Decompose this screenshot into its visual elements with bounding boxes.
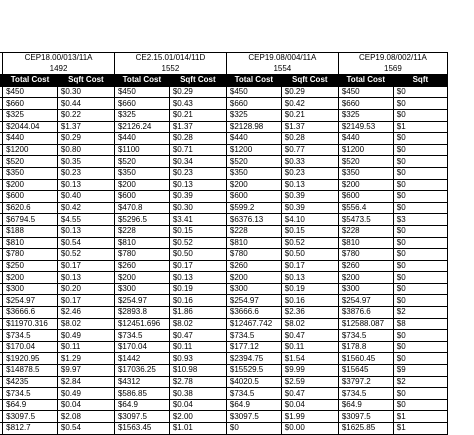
sqft-cost-cell[interactable]: $9 bbox=[393, 365, 447, 377]
sqft-cost-cell[interactable]: $0 bbox=[393, 167, 447, 179]
sqft-cost-cell[interactable]: $0.15 bbox=[281, 225, 338, 237]
total-cost-cell[interactable]: $325 bbox=[338, 109, 393, 121]
sqft-cost-cell[interactable]: $1.29 bbox=[57, 353, 114, 365]
table-row bbox=[0, 423, 448, 435]
total-cost-cell[interactable]: $254.97 bbox=[3, 295, 58, 307]
sqft-cost-cell[interactable]: $0 bbox=[393, 295, 447, 307]
total-cost-cell[interactable]: $2128.98 bbox=[226, 121, 281, 133]
sqft-cost-cell[interactable]: $0.13 bbox=[57, 272, 114, 284]
total-cost-cell[interactable]: $440 bbox=[338, 133, 393, 145]
table-row bbox=[0, 86, 448, 98]
total-cost-cell[interactable]: $5473.5 bbox=[338, 214, 393, 226]
total-cost-cell[interactable]: $200 bbox=[3, 272, 58, 284]
total-cost-cell[interactable]: $586.85 bbox=[114, 388, 169, 400]
sqft-cost-cell[interactable]: $0.40 bbox=[57, 191, 114, 203]
total-cost-cell[interactable]: $228 bbox=[114, 225, 169, 237]
table-row bbox=[0, 341, 448, 353]
total-cost-cell[interactable]: $3666.6 bbox=[3, 307, 58, 319]
cost-comparison-table bbox=[0, 52, 448, 435]
column-header-total-cost[interactable]: Total Cost bbox=[338, 75, 393, 87]
total-cost-cell[interactable]: $1200 bbox=[338, 144, 393, 156]
sqft-cost-cell[interactable]: $0.28 bbox=[281, 133, 338, 145]
total-cost-cell[interactable]: $177.12 bbox=[226, 341, 281, 353]
sqft-cost-cell[interactable]: $0.33 bbox=[281, 156, 338, 168]
total-cost-cell[interactable]: $734.5 bbox=[3, 330, 58, 342]
sqft-cost-cell[interactable]: $0.30 bbox=[169, 202, 226, 214]
total-cost-cell[interactable]: $12467.742 bbox=[226, 318, 281, 330]
total-cost-cell[interactable]: $450 bbox=[226, 86, 281, 98]
total-cost-cell[interactable]: $440 bbox=[226, 133, 281, 145]
table-row bbox=[0, 283, 448, 295]
table-row bbox=[0, 318, 448, 330]
sqft-cost-cell[interactable]: $0.54 bbox=[57, 237, 114, 249]
sqft-cost-cell[interactable]: $1.99 bbox=[281, 411, 338, 423]
sqft-cost-cell[interactable]: $0.43 bbox=[169, 98, 226, 110]
sqft-cost-cell[interactable]: $0 bbox=[393, 109, 447, 121]
column-header-sqft-cost[interactable]: Sqft Cost bbox=[169, 75, 226, 87]
total-cost-cell[interactable]: $15529.5 bbox=[226, 365, 281, 377]
total-cost-cell[interactable]: $734.5 bbox=[226, 388, 281, 400]
table-row bbox=[0, 156, 448, 168]
total-cost-cell[interactable]: $250 bbox=[3, 260, 58, 272]
total-cost-cell[interactable]: $780 bbox=[3, 249, 58, 261]
sqft-cost-cell[interactable]: $0.11 bbox=[281, 341, 338, 353]
sqft-cost-cell[interactable]: $0.23 bbox=[169, 167, 226, 179]
group-area[interactable]: 1552 bbox=[114, 64, 226, 75]
sqft-cost-cell[interactable]: $0.77 bbox=[281, 144, 338, 156]
total-cost-cell[interactable]: $660 bbox=[3, 98, 58, 110]
column-header-row bbox=[0, 75, 448, 87]
sqft-cost-cell[interactable]: $0.49 bbox=[57, 388, 114, 400]
total-cost-cell[interactable]: $6376.13 bbox=[226, 214, 281, 226]
table-row bbox=[0, 237, 448, 249]
total-cost-cell[interactable]: $660 bbox=[338, 98, 393, 110]
total-cost-cell[interactable]: $325 bbox=[226, 109, 281, 121]
sqft-cost-cell[interactable]: $0 bbox=[393, 260, 447, 272]
sqft-cost-cell[interactable]: $0.04 bbox=[169, 399, 226, 411]
total-cost-cell[interactable]: $4235 bbox=[3, 376, 58, 388]
total-cost-cell[interactable]: $734.5 bbox=[3, 388, 58, 400]
sqft-cost-cell[interactable]: $1 bbox=[393, 121, 447, 133]
total-cost-cell[interactable]: $170.04 bbox=[114, 341, 169, 353]
total-cost-cell[interactable]: $300 bbox=[226, 283, 281, 295]
group-area[interactable]: 1492 bbox=[3, 64, 115, 75]
total-cost-cell[interactable]: $440 bbox=[114, 133, 169, 145]
column-header-total-cost[interactable]: Total Cost bbox=[226, 75, 281, 87]
total-cost-cell[interactable]: $350 bbox=[338, 167, 393, 179]
sqft-cost-cell[interactable]: $3 bbox=[393, 214, 447, 226]
total-cost-cell[interactable]: $2126.24 bbox=[114, 121, 169, 133]
total-cost-cell[interactable]: $3097.5 bbox=[226, 411, 281, 423]
column-header-total-cost[interactable]: Total Cost bbox=[3, 75, 58, 87]
total-cost-cell[interactable]: $450 bbox=[338, 86, 393, 98]
sqft-cost-cell[interactable]: $1.37 bbox=[169, 121, 226, 133]
total-cost-cell[interactable]: $470.8 bbox=[114, 202, 169, 214]
total-cost-cell[interactable]: $350 bbox=[3, 167, 58, 179]
sqft-cost-cell[interactable]: $8.02 bbox=[281, 318, 338, 330]
total-cost-cell[interactable]: $1920.95 bbox=[3, 353, 58, 365]
sqft-cost-cell[interactable]: $0.44 bbox=[57, 98, 114, 110]
sqft-cost-cell[interactable]: $1.86 bbox=[169, 307, 226, 319]
total-cost-cell[interactable]: $1560.45 bbox=[338, 353, 393, 365]
sqft-cost-cell[interactable]: $0.80 bbox=[57, 144, 114, 156]
total-cost-cell[interactable]: $600 bbox=[338, 191, 393, 203]
total-cost-cell[interactable]: $1625.85 bbox=[338, 423, 393, 435]
total-cost-cell[interactable]: $3797.2 bbox=[338, 376, 393, 388]
total-cost-cell[interactable]: $734.5 bbox=[338, 388, 393, 400]
sqft-cost-cell[interactable]: $2.08 bbox=[57, 411, 114, 423]
sqft-cost-cell[interactable]: $4.55 bbox=[57, 214, 114, 226]
total-cost-cell[interactable]: $200 bbox=[226, 179, 281, 191]
sqft-cost-cell[interactable]: $0 bbox=[393, 237, 447, 249]
sqft-cost-cell[interactable]: $1.54 bbox=[281, 353, 338, 365]
sqft-cost-cell[interactable]: $1 bbox=[393, 423, 447, 435]
sqft-cost-cell[interactable]: $0.30 bbox=[57, 86, 114, 98]
sqft-cost-cell[interactable]: $0.50 bbox=[169, 249, 226, 261]
total-cost-cell[interactable]: $6794.5 bbox=[3, 214, 58, 226]
table-row bbox=[0, 109, 448, 121]
total-cost-cell[interactable]: $520 bbox=[338, 156, 393, 168]
sqft-cost-cell[interactable]: $0.28 bbox=[169, 133, 226, 145]
total-cost-cell[interactable]: $228 bbox=[338, 225, 393, 237]
sqft-cost-cell[interactable]: $10.98 bbox=[169, 365, 226, 377]
sqft-cost-cell[interactable]: $2 bbox=[393, 307, 447, 319]
sqft-cost-cell[interactable]: $2 bbox=[393, 376, 447, 388]
table-row bbox=[0, 307, 448, 319]
sqft-cost-cell[interactable]: $0.52 bbox=[57, 249, 114, 261]
total-cost-cell[interactable]: $1100 bbox=[114, 144, 169, 156]
sqft-cost-cell[interactable]: $0.29 bbox=[281, 86, 338, 98]
total-cost-cell[interactable]: $810 bbox=[114, 237, 169, 249]
sqft-cost-cell[interactable]: $8 bbox=[393, 318, 447, 330]
group-area[interactable]: 1554 bbox=[226, 64, 338, 75]
sqft-cost-cell[interactable]: $0.13 bbox=[281, 272, 338, 284]
sqft-cost-cell[interactable]: $0.19 bbox=[281, 283, 338, 295]
sqft-cost-cell[interactable]: $2.84 bbox=[57, 376, 114, 388]
table-row bbox=[0, 295, 448, 307]
total-cost-cell[interactable]: $1563.45 bbox=[114, 423, 169, 435]
total-cost-cell[interactable]: $660 bbox=[114, 98, 169, 110]
sqft-cost-cell[interactable]: $0.42 bbox=[57, 202, 114, 214]
sqft-cost-cell[interactable]: $0 bbox=[393, 98, 447, 110]
group-code-row bbox=[0, 53, 448, 64]
total-cost-cell[interactable]: $0 bbox=[226, 423, 281, 435]
sqft-cost-cell[interactable]: $0.47 bbox=[281, 330, 338, 342]
sqft-cost-cell[interactable]: $0.19 bbox=[169, 283, 226, 295]
total-cost-cell[interactable]: $64.9 bbox=[114, 399, 169, 411]
group-code[interactable]: CEP18.00/013/11A bbox=[3, 53, 115, 64]
table-row bbox=[0, 249, 448, 261]
total-cost-cell[interactable]: $14878.5 bbox=[3, 365, 58, 377]
table-row bbox=[0, 330, 448, 342]
table-row bbox=[0, 225, 448, 237]
total-cost-cell[interactable]: $12451.696 bbox=[114, 318, 169, 330]
group-area[interactable]: 1569 bbox=[338, 64, 447, 75]
sqft-cost-cell[interactable]: $0.47 bbox=[281, 388, 338, 400]
total-cost-cell[interactable]: $734.5 bbox=[226, 330, 281, 342]
sqft-cost-cell[interactable]: $0 bbox=[393, 388, 447, 400]
group-area-row bbox=[0, 64, 448, 75]
total-cost-cell[interactable]: $200 bbox=[3, 179, 58, 191]
sqft-cost-cell[interactable]: $1.37 bbox=[57, 121, 114, 133]
table-row bbox=[0, 365, 448, 377]
sqft-cost-cell[interactable]: $0.17 bbox=[169, 260, 226, 272]
sqft-cost-cell[interactable]: $0.00 bbox=[281, 423, 338, 435]
sqft-cost-cell[interactable]: $0.17 bbox=[281, 260, 338, 272]
table-row bbox=[0, 214, 448, 226]
total-cost-cell[interactable]: $300 bbox=[3, 283, 58, 295]
column-header-sqft-cost[interactable]: Sqft Cost bbox=[57, 75, 114, 87]
total-cost-cell[interactable]: $2149.53 bbox=[338, 121, 393, 133]
sqft-cost-cell[interactable]: $0 bbox=[393, 353, 447, 365]
total-cost-cell[interactable]: $450 bbox=[114, 86, 169, 98]
sqft-cost-cell[interactable]: $0.71 bbox=[169, 144, 226, 156]
total-cost-cell[interactable]: $440 bbox=[3, 133, 58, 145]
sqft-cost-cell[interactable]: $0 bbox=[393, 225, 447, 237]
sqft-cost-cell[interactable]: $0.23 bbox=[281, 167, 338, 179]
total-cost-cell[interactable]: $3097.5 bbox=[114, 411, 169, 423]
sqft-cost-cell[interactable]: $8.02 bbox=[57, 318, 114, 330]
total-cost-cell[interactable]: $64.9 bbox=[226, 399, 281, 411]
sqft-cost-cell[interactable]: $0 bbox=[393, 179, 447, 191]
total-cost-cell[interactable]: $660 bbox=[226, 98, 281, 110]
sqft-cost-cell[interactable]: $9.97 bbox=[57, 365, 114, 377]
sqft-cost-cell[interactable]: $0 bbox=[393, 249, 447, 261]
total-cost-cell[interactable]: $178.8 bbox=[338, 341, 393, 353]
total-cost-cell[interactable]: $12588.087 bbox=[338, 318, 393, 330]
group-code[interactable]: CE2.15.01/014/11D bbox=[114, 53, 226, 64]
sqft-cost-cell[interactable]: $0.54 bbox=[57, 423, 114, 435]
total-cost-cell[interactable]: $15645 bbox=[338, 365, 393, 377]
table-row bbox=[0, 179, 448, 191]
sqft-cost-cell[interactable]: $0 bbox=[393, 283, 447, 295]
total-cost-cell[interactable]: $200 bbox=[338, 272, 393, 284]
total-cost-cell[interactable]: $300 bbox=[338, 283, 393, 295]
total-cost-cell[interactable]: $620.6 bbox=[3, 202, 58, 214]
table-row bbox=[0, 133, 448, 145]
total-cost-cell[interactable]: $3097.5 bbox=[338, 411, 393, 423]
total-cost-cell[interactable]: $2044.04 bbox=[3, 121, 58, 133]
sqft-cost-cell[interactable]: $0.39 bbox=[281, 191, 338, 203]
table-body bbox=[0, 86, 448, 434]
sqft-cost-cell[interactable]: $0 bbox=[393, 144, 447, 156]
table-row bbox=[0, 411, 448, 423]
sqft-cost-cell[interactable]: $0.47 bbox=[169, 330, 226, 342]
sqft-cost-cell[interactable]: $0 bbox=[393, 156, 447, 168]
sqft-cost-cell[interactable]: $0 bbox=[393, 341, 447, 353]
total-cost-cell[interactable]: $325 bbox=[3, 109, 58, 121]
group-code[interactable]: CEP19.08/004/11A bbox=[226, 53, 338, 64]
table-row bbox=[0, 260, 448, 272]
sqft-cost-cell[interactable]: $0.13 bbox=[169, 272, 226, 284]
total-cost-cell[interactable]: $810 bbox=[226, 237, 281, 249]
group-code[interactable]: CEP19.08/002/11A bbox=[338, 53, 447, 64]
total-cost-cell[interactable]: $556.4 bbox=[338, 202, 393, 214]
sqft-cost-cell[interactable]: $0.15 bbox=[169, 225, 226, 237]
total-cost-cell[interactable]: $254.97 bbox=[114, 295, 169, 307]
table-row bbox=[0, 399, 448, 411]
total-cost-cell[interactable]: $780 bbox=[114, 249, 169, 261]
sqft-cost-cell[interactable]: $0 bbox=[393, 86, 447, 98]
total-cost-cell[interactable]: $2394.75 bbox=[226, 353, 281, 365]
total-cost-cell[interactable]: $170.04 bbox=[3, 341, 58, 353]
sqft-cost-cell[interactable]: $0.17 bbox=[57, 260, 114, 272]
sqft-cost-cell[interactable]: $0.11 bbox=[57, 341, 114, 353]
total-cost-cell[interactable]: $599.2 bbox=[226, 202, 281, 214]
total-cost-cell[interactable]: $260 bbox=[114, 260, 169, 272]
sqft-cost-cell[interactable]: $0.04 bbox=[281, 399, 338, 411]
total-cost-cell[interactable]: $600 bbox=[3, 191, 58, 203]
sqft-cost-cell[interactable]: $4.10 bbox=[281, 214, 338, 226]
sqft-cost-cell[interactable]: $2.78 bbox=[169, 376, 226, 388]
total-cost-cell[interactable]: $4020.5 bbox=[226, 376, 281, 388]
sqft-cost-cell[interactable]: $0 bbox=[393, 399, 447, 411]
total-cost-cell[interactable]: $254.97 bbox=[338, 295, 393, 307]
sqft-cost-cell[interactable]: $0.16 bbox=[281, 295, 338, 307]
sqft-cost-cell[interactable]: $0.52 bbox=[281, 237, 338, 249]
total-cost-cell[interactable]: $325 bbox=[114, 109, 169, 121]
table-row bbox=[0, 388, 448, 400]
sqft-cost-cell[interactable]: $9.99 bbox=[281, 365, 338, 377]
total-cost-cell[interactable]: $254.97 bbox=[226, 295, 281, 307]
sqft-cost-cell[interactable]: $0.13 bbox=[281, 179, 338, 191]
total-cost-cell[interactable]: $1200 bbox=[3, 144, 58, 156]
total-cost-cell[interactable]: $4312 bbox=[114, 376, 169, 388]
total-cost-cell[interactable]: $450 bbox=[3, 86, 58, 98]
sqft-cost-cell[interactable]: $0.34 bbox=[169, 156, 226, 168]
total-cost-cell[interactable]: $300 bbox=[114, 283, 169, 295]
table-row bbox=[0, 167, 448, 179]
sqft-cost-cell[interactable]: $0.22 bbox=[57, 109, 114, 121]
sqft-cost-cell[interactable]: $0.93 bbox=[169, 353, 226, 365]
sqft-cost-cell[interactable]: $0.13 bbox=[57, 225, 114, 237]
total-cost-cell[interactable]: $520 bbox=[114, 156, 169, 168]
total-cost-cell[interactable]: $600 bbox=[226, 191, 281, 203]
table-row bbox=[0, 272, 448, 284]
total-cost-cell[interactable]: $1200 bbox=[226, 144, 281, 156]
total-cost-cell[interactable]: $3876.6 bbox=[338, 307, 393, 319]
sqft-cost-cell[interactable]: $0.50 bbox=[281, 249, 338, 261]
table-row bbox=[0, 144, 448, 156]
sqft-cost-cell[interactable]: $0.04 bbox=[57, 399, 114, 411]
total-cost-cell[interactable]: $260 bbox=[226, 260, 281, 272]
sqft-cost-cell[interactable]: $2.59 bbox=[281, 376, 338, 388]
table-row bbox=[0, 202, 448, 214]
sqft-cost-cell[interactable]: $0 bbox=[393, 202, 447, 214]
sqft-cost-cell[interactable]: $0.11 bbox=[169, 341, 226, 353]
sqft-cost-cell[interactable]: $2.36 bbox=[281, 307, 338, 319]
total-cost-cell[interactable]: $228 bbox=[226, 225, 281, 237]
column-header-total-cost[interactable]: Total Cost bbox=[114, 75, 169, 87]
total-cost-cell[interactable]: $1442 bbox=[114, 353, 169, 365]
total-cost-cell[interactable]: $260 bbox=[338, 260, 393, 272]
sqft-cost-cell[interactable]: $1 bbox=[393, 411, 447, 423]
column-header-sqft-cost[interactable]: Sqft bbox=[393, 75, 447, 87]
total-cost-cell[interactable]: $734.5 bbox=[114, 330, 169, 342]
sqft-cost-cell[interactable]: $0.13 bbox=[169, 179, 226, 191]
sqft-cost-cell[interactable]: $0.20 bbox=[57, 283, 114, 295]
sqft-cost-cell[interactable]: $0.52 bbox=[169, 237, 226, 249]
sqft-cost-cell[interactable]: $0 bbox=[393, 330, 447, 342]
sqft-cost-cell[interactable]: $0.49 bbox=[57, 330, 114, 342]
sqft-cost-cell[interactable]: $1.37 bbox=[281, 121, 338, 133]
total-cost-cell[interactable]: $810 bbox=[338, 237, 393, 249]
sqft-cost-cell[interactable]: $0.17 bbox=[57, 295, 114, 307]
total-cost-cell[interactable]: $188 bbox=[3, 225, 58, 237]
sqft-cost-cell[interactable]: $0.38 bbox=[169, 388, 226, 400]
table-row bbox=[0, 121, 448, 133]
sqft-cost-cell[interactable]: $0.35 bbox=[57, 156, 114, 168]
total-cost-cell[interactable]: $200 bbox=[114, 272, 169, 284]
sqft-cost-cell[interactable]: $0.21 bbox=[281, 109, 338, 121]
sqft-cost-cell[interactable]: $0.23 bbox=[57, 167, 114, 179]
total-cost-cell[interactable]: $5296.5 bbox=[114, 214, 169, 226]
sqft-cost-cell[interactable]: $0.39 bbox=[169, 191, 226, 203]
total-cost-cell[interactable]: $17036.25 bbox=[114, 365, 169, 377]
sqft-cost-cell[interactable]: $0.13 bbox=[57, 179, 114, 191]
sqft-cost-cell[interactable]: $0.42 bbox=[281, 98, 338, 110]
total-cost-cell[interactable]: $350 bbox=[114, 167, 169, 179]
total-cost-cell[interactable]: $812.7 bbox=[3, 423, 58, 435]
table-row bbox=[0, 98, 448, 110]
sqft-cost-cell[interactable]: $0.29 bbox=[169, 86, 226, 98]
column-header-sqft-cost[interactable]: Sqft Cost bbox=[281, 75, 338, 87]
sqft-cost-cell[interactable]: $0.29 bbox=[57, 133, 114, 145]
sqft-cost-cell[interactable]: $0.39 bbox=[281, 202, 338, 214]
total-cost-cell[interactable]: $3666.6 bbox=[226, 307, 281, 319]
total-cost-cell[interactable]: $64.9 bbox=[338, 399, 393, 411]
sqft-cost-cell[interactable]: $8.02 bbox=[169, 318, 226, 330]
table-row bbox=[0, 353, 448, 365]
total-cost-cell[interactable]: $734.5 bbox=[338, 330, 393, 342]
total-cost-cell[interactable]: $600 bbox=[114, 191, 169, 203]
total-cost-cell[interactable]: $11970.316 bbox=[3, 318, 58, 330]
sqft-cost-cell[interactable]: $1.01 bbox=[169, 423, 226, 435]
total-cost-cell[interactable]: $200 bbox=[114, 179, 169, 191]
total-cost-cell[interactable]: $3097.5 bbox=[3, 411, 58, 423]
sqft-cost-cell[interactable]: $0.21 bbox=[169, 109, 226, 121]
total-cost-cell[interactable]: $810 bbox=[3, 237, 58, 249]
sqft-cost-cell[interactable]: $2.46 bbox=[57, 307, 114, 319]
total-cost-cell[interactable]: $780 bbox=[338, 249, 393, 261]
total-cost-cell[interactable]: $520 bbox=[3, 156, 58, 168]
table-row bbox=[0, 376, 448, 388]
sqft-cost-cell[interactable]: $0 bbox=[393, 133, 447, 145]
total-cost-cell[interactable]: $200 bbox=[226, 272, 281, 284]
total-cost-cell[interactable]: $64.9 bbox=[3, 399, 58, 411]
total-cost-cell[interactable]: $520 bbox=[226, 156, 281, 168]
sqft-cost-cell[interactable]: $0 bbox=[393, 191, 447, 203]
sqft-cost-cell[interactable]: $0 bbox=[393, 272, 447, 284]
total-cost-cell[interactable]: $2893.8 bbox=[114, 307, 169, 319]
total-cost-cell[interactable]: $200 bbox=[338, 179, 393, 191]
table-row bbox=[0, 191, 448, 203]
total-cost-cell[interactable]: $350 bbox=[226, 167, 281, 179]
sqft-cost-cell[interactable]: $2.00 bbox=[169, 411, 226, 423]
sqft-cost-cell[interactable]: $0.16 bbox=[169, 295, 226, 307]
sqft-cost-cell[interactable]: $3.41 bbox=[169, 214, 226, 226]
total-cost-cell[interactable]: $780 bbox=[226, 249, 281, 261]
